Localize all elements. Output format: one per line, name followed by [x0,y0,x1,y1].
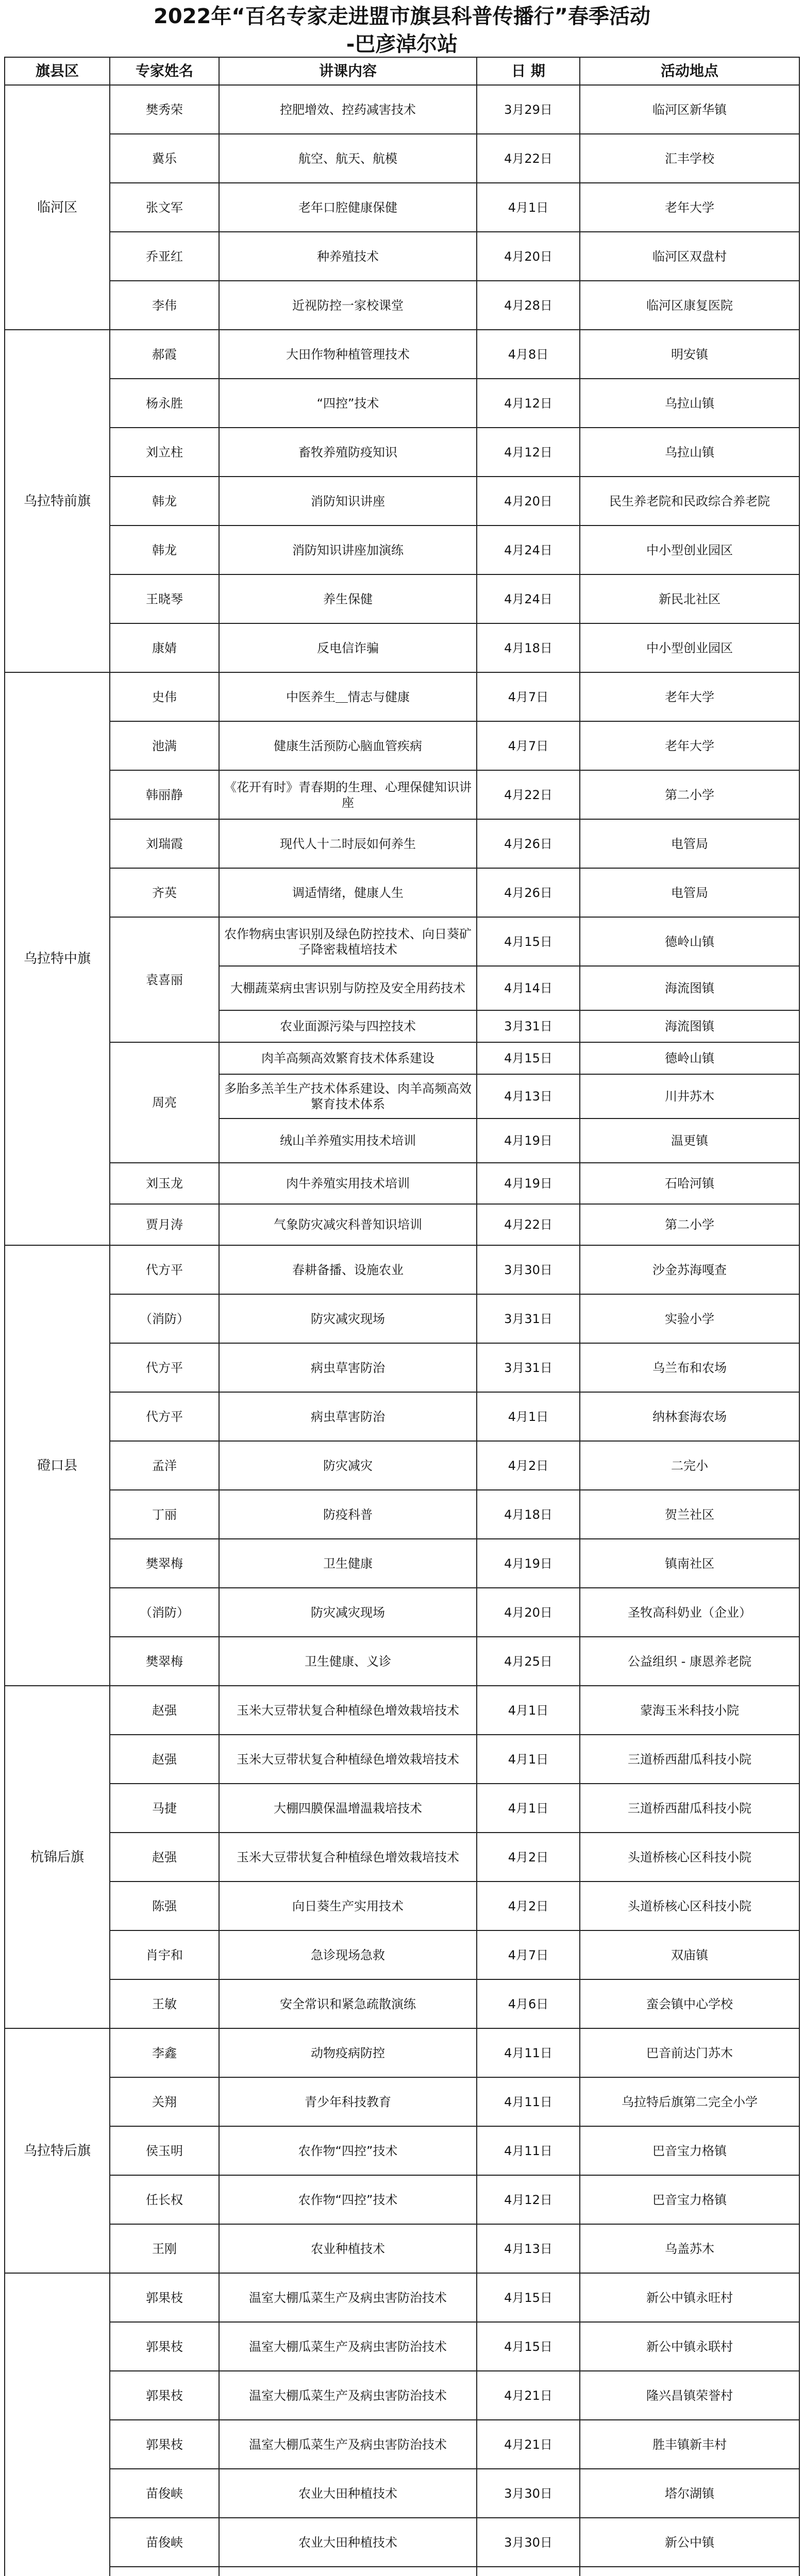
date-cell: 4月1日 [477,1686,580,1735]
date-cell: 4月26日 [477,819,580,868]
county-cell: 临河区 [5,85,110,330]
topic-cell [219,2567,477,2576]
expert-cell: 樊翠梅 [110,1637,219,1686]
place-cell: 中小型创业园区 [580,623,799,672]
table-row [5,2469,799,2518]
topic-cell: 健康生活预防心脑血管疾病 [219,721,477,770]
table-row [5,1930,799,1979]
place-cell: 公益组织 - 康恩养老院 [580,1637,799,1686]
expert-cell: 乔亚红 [110,232,219,281]
table-row [5,1735,799,1784]
expert-cell: 王敏 [110,1979,219,2028]
table-row [5,281,799,330]
expert-cell: 马捷 [110,1784,219,1833]
table-row [5,2077,799,2126]
date-cell: 3月31日 [477,1294,580,1343]
date-cell: 4月25日 [477,1637,580,1686]
topic-cell: 大田作物种植管理技术 [219,330,477,379]
date-cell: 4月8日 [477,330,580,379]
expert-cell: 苗俊峡 [110,2518,219,2567]
date-cell: 4月18日 [477,623,580,672]
expert-cell: 韩丽静 [110,770,219,819]
schedule-table [4,57,800,2576]
table-row [5,1637,799,1686]
place-cell: 巴音宝力格镇 [580,2175,799,2224]
place-cell: 汇丰学校 [580,134,799,183]
table-row [5,379,799,428]
topic-cell: 卫生健康 [219,1539,477,1588]
topic-cell: 安全常识和紧急疏散演练 [219,1979,477,2028]
header-expert: 专家姓名 [110,57,219,85]
topic-cell: 种养殖技术 [219,232,477,281]
place-cell: 明安镇 [580,330,799,379]
table-row [5,2224,799,2273]
table-row [5,1882,799,1930]
expert-cell: （消防） [110,1588,219,1637]
topic-cell: 农作物病虫害识别及绿色防控技术、向日葵矿子降密栽植培技术 [219,917,477,966]
place-cell: 双庙镇 [580,1930,799,1979]
place-cell: 临河区新华镇 [580,85,799,134]
table-row [5,85,799,134]
county-cell: 乌拉特前旗 [5,330,110,672]
table-row [5,1588,799,1637]
table-row [5,477,799,526]
place-cell: 临河区康复医院 [580,281,799,330]
topic-cell: 动物疫病防控 [219,2028,477,2077]
table-row [5,2126,799,2175]
date-cell: 3月29日 [477,85,580,134]
topic-cell: 防灾减灾现场 [219,1588,477,1637]
place-cell [580,2567,799,2576]
table-row [5,1490,799,1539]
table-row [5,1539,799,1588]
expert-cell: 杨永胜 [110,379,219,428]
place-cell: 新公中镇永旺村 [580,2273,799,2322]
topic-cell: 中医养生＿情志与健康 [219,672,477,721]
topic-cell: 农业面源污染与四控技术 [219,1010,477,1042]
expert-cell: 王晓琴 [110,574,219,623]
date-cell: 4月19日 [477,1163,580,1204]
expert-cell: 樊秀荣 [110,85,219,134]
date-cell: 4月15日 [477,1042,580,1074]
topic-cell: 农业大田种植技术 [219,2518,477,2567]
date-cell: 4月2日 [477,1833,580,1882]
expert-cell: 韩龙 [110,526,219,574]
expert-cell: 樊翠梅 [110,1539,219,1588]
date-cell: 4月1日 [477,1735,580,1784]
date-cell: 4月7日 [477,1930,580,1979]
date-cell: 4月19日 [477,1539,580,1588]
date-cell: 4月15日 [477,917,580,966]
date-cell: 4月2日 [477,1441,580,1490]
place-cell: 临河区双盘村 [580,232,799,281]
header-topic: 讲课内容 [219,57,477,85]
expert-cell: 袁喜丽 [110,917,219,1042]
place-cell: 蒙海玉米科技小院 [580,1686,799,1735]
table-row [5,2028,799,2077]
date-cell: 3月30日 [477,2518,580,2567]
topic-cell: 春耕备播、设施农业 [219,1245,477,1294]
place-cell: 老年大学 [580,183,799,232]
topic-cell: 温室大棚瓜菜生产及病虫害防治技术 [219,2371,477,2420]
date-cell: 4月7日 [477,721,580,770]
date-cell: 3月31日 [477,1343,580,1392]
topic-cell: 控肥增效、控药减害技术 [219,85,477,134]
topic-cell: 《花开有时》青春期的生理、心理保健知识讲座 [219,770,477,819]
date-cell: 4月20日 [477,477,580,526]
date-cell: 4月7日 [477,672,580,721]
topic-cell: 养生保健 [219,574,477,623]
place-cell: 镇南社区 [580,1539,799,1588]
date-cell: 4月21日 [477,2420,580,2469]
place-cell: 乌拉山镇 [580,379,799,428]
table-row [5,672,799,721]
expert-cell: 刘立柱 [110,428,219,477]
date-cell: 3月30日 [477,2469,580,2518]
expert-cell: 苗俊峡 [110,2469,219,2518]
table-row [5,917,799,966]
topic-cell: 现代人十二时辰如何养生 [219,819,477,868]
topic-cell: 卫生健康、义诊 [219,1637,477,1686]
topic-cell: 青少年科技教育 [219,2077,477,2126]
table-row [5,1245,799,1294]
table-row [5,1833,799,1882]
topic-cell: 大棚四膜保温增温栽培技术 [219,1784,477,1833]
expert-cell: 韩龙 [110,477,219,526]
expert-cell: 肖宇和 [110,1930,219,1979]
expert-cell [110,2567,219,2576]
table-row [5,134,799,183]
place-cell: 三道桥西甜瓜科技小院 [580,1784,799,1833]
table-row [5,1686,799,1735]
expert-cell: 周亮 [110,1042,219,1163]
topic-cell: 消防知识讲座加演练 [219,526,477,574]
expert-cell: （消防） [110,1294,219,1343]
date-cell: 4月18日 [477,1490,580,1539]
topic-cell: 防灾减灾 [219,1441,477,1490]
date-cell: 4月1日 [477,1784,580,1833]
date-cell: 4月20日 [477,232,580,281]
expert-cell: 史伟 [110,672,219,721]
expert-cell: 任长权 [110,2175,219,2224]
table-row [5,1343,799,1392]
expert-cell: 赵强 [110,1833,219,1882]
place-cell: 乌兰布和农场 [580,1343,799,1392]
county-cell [5,2273,110,2576]
date-cell: 4月14日 [477,966,580,1010]
place-cell: 电管局 [580,868,799,917]
county-cell: 杭锦后旗 [5,1686,110,2028]
topic-cell: 肉羊高频高效繁育技术体系建设 [219,1042,477,1074]
table-row [5,1163,799,1204]
header-place: 活动地点 [580,57,799,85]
date-cell: 4月13日 [477,1074,580,1118]
table-row [5,2322,799,2371]
place-cell: 巴音前达门苏木 [580,2028,799,2077]
date-cell [477,2567,580,2576]
table-row [5,2420,799,2469]
topic-cell: 老年口腔健康保健 [219,183,477,232]
expert-cell: 李鑫 [110,2028,219,2077]
expert-cell: 丁丽 [110,1490,219,1539]
expert-cell: 郭果枝 [110,2273,219,2322]
expert-cell: 贾月涛 [110,1204,219,1245]
topic-cell: 病虫草害防治 [219,1343,477,1392]
expert-cell: 郭果枝 [110,2371,219,2420]
date-cell: 4月2日 [477,1882,580,1930]
place-cell: 贺兰社区 [580,1490,799,1539]
date-cell: 4月1日 [477,183,580,232]
place-cell: 沙金苏海嘎查 [580,1245,799,1294]
table-row [5,819,799,868]
expert-cell: 齐英 [110,868,219,917]
place-cell: 塔尔湖镇 [580,2469,799,2518]
table-row [5,232,799,281]
topic-cell: 近视防控一家校课堂 [219,281,477,330]
date-cell: 4月12日 [477,2175,580,2224]
topic-cell: 防灾减灾现场 [219,1294,477,1343]
table-row [5,721,799,770]
topic-cell: 气象防灾减灾科普知识培训 [219,1204,477,1245]
table-row [5,2567,799,2576]
date-cell: 4月11日 [477,2077,580,2126]
table-row [5,1441,799,1490]
date-cell: 4月19日 [477,1118,580,1163]
place-cell: 乌拉山镇 [580,428,799,477]
table-row [5,868,799,917]
date-cell: 4月6日 [477,1979,580,2028]
table-row [5,574,799,623]
place-cell: 民生养老院和民政综合养老院 [580,477,799,526]
table-row [5,1204,799,1245]
table-row [5,1294,799,1343]
topic-cell: 农业大田种植技术 [219,2469,477,2518]
place-cell: 新公中镇 [580,2518,799,2567]
place-cell: 第二小学 [580,1204,799,1245]
table-row [5,1979,799,2028]
expert-cell: 池满 [110,721,219,770]
expert-cell: 郭果枝 [110,2420,219,2469]
date-cell: 4月24日 [477,526,580,574]
place-cell: 蛮会镇中心学校 [580,1979,799,2028]
place-cell: 海流图镇 [580,966,799,1010]
table-row [5,1042,799,1074]
table-row [5,526,799,574]
date-cell: 4月22日 [477,1204,580,1245]
expert-cell: 冀乐 [110,134,219,183]
place-cell: 头道桥核心区科技小院 [580,1882,799,1930]
date-cell: 4月15日 [477,2273,580,2322]
place-cell: 老年大学 [580,672,799,721]
date-cell: 4月20日 [477,1588,580,1637]
county-cell: 乌拉特后旗 [5,2028,110,2273]
place-cell: 新公中镇永联村 [580,2322,799,2371]
county-cell: 磴口县 [5,1245,110,1686]
place-cell: 老年大学 [580,721,799,770]
topic-cell: 玉米大豆带状复合种植绿色增效栽培技术 [219,1735,477,1784]
expert-cell: 赵强 [110,1686,219,1735]
place-cell: 川井苏木 [580,1074,799,1118]
expert-cell: 侯玉明 [110,2126,219,2175]
expert-cell: 孟洋 [110,1441,219,1490]
date-cell: 4月22日 [477,770,580,819]
topic-cell: 农业种植技术 [219,2224,477,2273]
expert-cell: 代方平 [110,1245,219,1294]
place-cell: 实验小学 [580,1294,799,1343]
topic-cell: 大棚蔬菜病虫害识别与防控及安全用药技术 [219,966,477,1010]
date-cell: 4月13日 [477,2224,580,2273]
topic-cell: 反电信诈骗 [219,623,477,672]
expert-cell: 刘玉龙 [110,1163,219,1204]
place-cell: 头道桥核心区科技小院 [580,1833,799,1882]
place-cell: 海流图镇 [580,1010,799,1042]
table-row [5,2175,799,2224]
topic-cell: 消防知识讲座 [219,477,477,526]
table-row [5,183,799,232]
topic-cell: 玉米大豆带状复合种植绿色增效栽培技术 [219,1833,477,1882]
place-cell: 乌盖苏木 [580,2224,799,2273]
topic-cell: 畜牧养殖防疫知识 [219,428,477,477]
topic-cell: 温室大棚瓜菜生产及病虫害防治技术 [219,2420,477,2469]
place-cell: 胜丰镇新丰村 [580,2420,799,2469]
place-cell: 温更镇 [580,1118,799,1163]
expert-cell: 代方平 [110,1343,219,1392]
table-row [5,1392,799,1441]
table-row [5,2518,799,2567]
date-cell: 4月28日 [477,281,580,330]
date-cell: 4月22日 [477,134,580,183]
place-cell: 德岭山镇 [580,1042,799,1074]
header-date: 日 期 [477,57,580,85]
expert-cell: 赵强 [110,1735,219,1784]
table-body [5,85,799,2576]
date-cell: 4月1日 [477,1392,580,1441]
topic-cell: 玉米大豆带状复合种植绿色增效栽培技术 [219,1686,477,1735]
date-cell: 4月26日 [477,868,580,917]
topic-cell: 农作物“四控”技术 [219,2126,477,2175]
place-cell: 圣牧高科奶业（企业） [580,1588,799,1637]
date-cell: 3月31日 [477,1010,580,1042]
date-cell: 4月12日 [477,428,580,477]
topic-cell: 温室大棚瓜菜生产及病虫害防治技术 [219,2273,477,2322]
place-cell: 巴音宝力格镇 [580,2126,799,2175]
table-row [5,770,799,819]
place-cell: 隆兴昌镇荣誉村 [580,2371,799,2420]
expert-cell: 王刚 [110,2224,219,2273]
date-cell: 4月21日 [477,2371,580,2420]
table-row [5,623,799,672]
county-cell: 乌拉特中旗 [5,672,110,1245]
topic-cell: 绒山羊养殖实用技术培训 [219,1118,477,1163]
topic-cell: 航空、航天、航模 [219,134,477,183]
expert-cell: 李伟 [110,281,219,330]
topic-cell: 防疫科普 [219,1490,477,1539]
date-cell: 4月11日 [477,2126,580,2175]
topic-cell: 温室大棚瓜菜生产及病虫害防治技术 [219,2322,477,2371]
place-cell: 乌拉特后旗第二完全小学 [580,2077,799,2126]
topic-cell: 农作物“四控”技术 [219,2175,477,2224]
topic-cell: 调适情绪，健康人生 [219,868,477,917]
topic-cell: 急诊现场急救 [219,1930,477,1979]
expert-cell: 刘瑞霞 [110,819,219,868]
expert-cell: 郝霞 [110,330,219,379]
table-row [5,2371,799,2420]
date-cell: 4月12日 [477,379,580,428]
place-cell: 电管局 [580,819,799,868]
title-line-1: 2022年“百名专家走进盟市旗县科普传播行”春季活动 [154,5,650,28]
topic-cell: 向日葵生产实用技术 [219,1882,477,1930]
table-row [5,330,799,379]
expert-cell: 张文军 [110,183,219,232]
topic-cell: “四控”技术 [219,379,477,428]
expert-cell: 康婧 [110,623,219,672]
title-line-2: -巴彦淖尔站 [346,32,458,56]
header-county: 旗县区 [5,57,110,85]
header-row [5,57,799,85]
place-cell: 德岭山镇 [580,917,799,966]
place-cell: 新民北社区 [580,574,799,623]
table-row [5,428,799,477]
topic-cell: 多胎多羔羊生产技术体系建设、肉羊高频高效繁育技术体系 [219,1074,477,1118]
topic-cell: 肉牛养殖实用技术培训 [219,1163,477,1204]
expert-cell: 关翔 [110,2077,219,2126]
place-cell: 石哈河镇 [580,1163,799,1204]
topic-cell: 病虫草害防治 [219,1392,477,1441]
table-row [5,2273,799,2322]
date-cell: 4月15日 [477,2322,580,2371]
expert-cell: 代方平 [110,1392,219,1441]
place-cell: 三道桥西甜瓜科技小院 [580,1735,799,1784]
date-cell: 3月30日 [477,1245,580,1294]
date-cell: 4月24日 [477,574,580,623]
expert-cell: 陈强 [110,1882,219,1930]
place-cell: 二完小 [580,1441,799,1490]
place-cell: 中小型创业园区 [580,526,799,574]
place-cell: 纳林套海农场 [580,1392,799,1441]
place-cell: 第二小学 [580,770,799,819]
expert-cell: 郭果枝 [110,2322,219,2371]
date-cell: 4月11日 [477,2028,580,2077]
table-row [5,1784,799,1833]
